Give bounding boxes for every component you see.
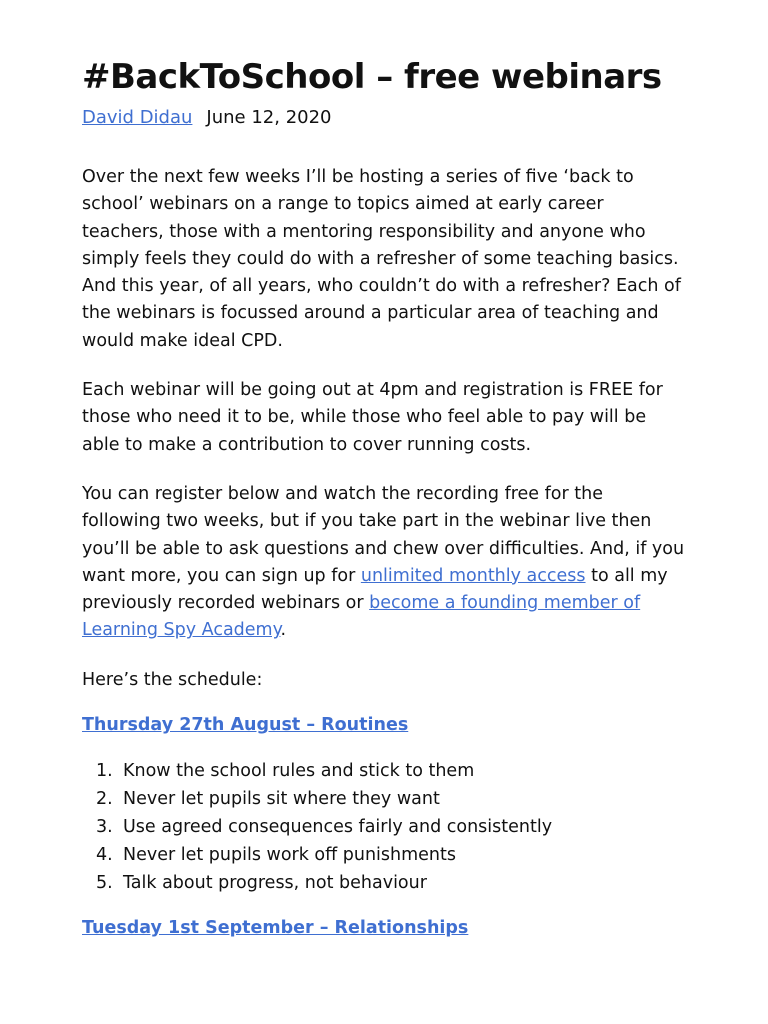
list-item-number: 2. xyxy=(96,789,113,810)
list-item-number: 3. xyxy=(96,817,113,838)
list-item xyxy=(82,785,686,813)
list-item-text: Use agreed consequences fairly and consistently xyxy=(123,817,553,838)
list-item-text: Never let pupils work off punishments xyxy=(123,845,456,866)
list-item-text: Never let pupils sit where they want xyxy=(123,789,440,810)
publish-date: June 12, 2020 xyxy=(206,107,332,128)
article-meta xyxy=(82,105,686,131)
list-item-text: Know the school rules and stick to them xyxy=(123,761,475,782)
list-item-number: 1. xyxy=(96,761,113,782)
section-link-routines[interactable]: Thursday 27th August – Routines xyxy=(82,715,409,736)
access-paragraph xyxy=(82,481,686,645)
list-item-text: Talk about progress, not behaviour xyxy=(123,873,427,894)
section-link-relationships[interactable]: Tuesday 1st September – Relationships xyxy=(82,918,469,939)
list-item-number: 4. xyxy=(96,845,113,866)
access-paragraph-text-2: to all my previously recorded webinars or xyxy=(82,565,668,614)
author-link[interactable]: David Didau xyxy=(82,107,193,128)
section-heading-relationships xyxy=(82,915,686,942)
list-item-number: 5. xyxy=(96,873,113,894)
routines-list xyxy=(82,757,686,897)
list-item xyxy=(82,813,686,841)
founding-member-link[interactable]: become a founding member of Learning Spy Academy xyxy=(82,593,641,641)
article-title: #BackToSchool – free webinars xyxy=(82,57,662,97)
list-item xyxy=(82,841,686,869)
intro-paragraph: Over the next few weeks I’ll be hosting a series of five ‘back to school’ webinars on a range to topics aimed at early career teachers, those with a mentoring responsibility and anyone who simply feels they could do with a refresher of some teaching basics. And this year, of all years, who couldn’t do with a refresher? Each of the webinars is focussed around a particular area of teaching and would make ideal CPD. xyxy=(82,167,681,351)
list-item xyxy=(82,757,686,785)
registration-paragraph: Each webinar will be going out at 4pm and registration is FREE for those who need it to be, while those who feel able to pay will be able to make a contribution to cover running costs. xyxy=(82,380,663,455)
access-paragraph-text-1: You can register below and watch the recording free for the following two weeks, but if you take part in the webinar live then you’ll be able to ask questions and chew over difficulties. And, if you want more, you can sign up for xyxy=(82,483,685,586)
list-item xyxy=(82,869,686,897)
schedule-intro: Here’s the schedule: xyxy=(82,669,263,690)
section-heading-routines xyxy=(82,712,686,739)
unlimited-monthly-access-link[interactable]: unlimited monthly access xyxy=(360,565,586,586)
access-paragraph-text-3: . xyxy=(280,620,287,641)
